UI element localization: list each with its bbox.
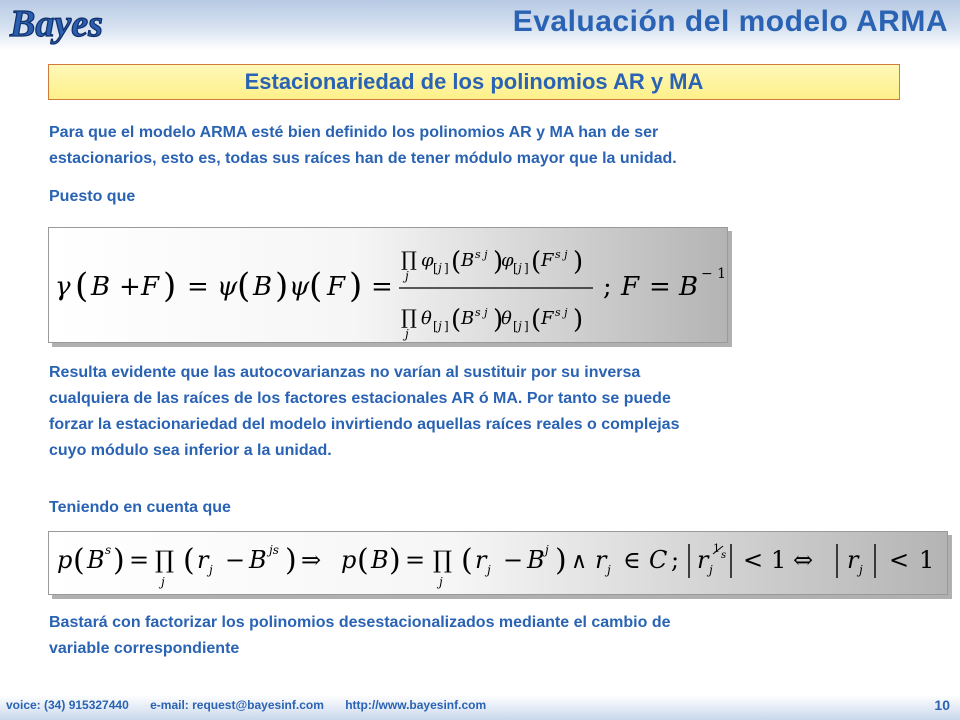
svg-text:− 1: − 1: [701, 266, 727, 282]
svg-text:(: (: [309, 266, 323, 306]
svg-text:1: 1: [919, 546, 935, 574]
svg-text:j: j: [709, 563, 713, 577]
explanation-line-3: forzar la estacionariedad del modelo invirtiendo aquellas raíces reales o complejas: [49, 416, 680, 433]
svg-text:r: r: [197, 546, 209, 574]
svg-text:=: =: [371, 272, 393, 302]
autocovariance-formula: [49, 228, 729, 344]
svg-text:+: +: [119, 272, 141, 302]
svg-text:=: =: [649, 272, 671, 302]
svg-text:s: s: [105, 543, 112, 557]
section-banner: [48, 64, 900, 100]
svg-text:∧: ∧: [571, 549, 588, 574]
teniendo-text: Teniendo en cuenta que: [49, 499, 231, 516]
svg-text:=: =: [405, 546, 426, 574]
svg-text:C: C: [649, 546, 668, 574]
svg-text:p: p: [57, 546, 73, 574]
svg-text:∏: ∏: [433, 546, 453, 574]
svg-text:F: F: [541, 250, 554, 271]
svg-text:θ: θ: [501, 308, 512, 329]
explanation-line-2: cualquiera de las raíces de los factores estacionales AR ó MA. Por tanto se puede: [49, 390, 671, 407]
svg-text:j: j: [518, 319, 522, 333]
svg-text:⇒: ⇒: [301, 546, 322, 574]
svg-text:B: B: [249, 546, 267, 574]
svg-text:): ): [349, 266, 363, 306]
svg-text:F: F: [327, 272, 346, 302]
svg-text:]: ]: [524, 319, 529, 333]
svg-text:j: j: [545, 543, 549, 557]
svg-text:1: 1: [713, 542, 720, 555]
svg-text:θ: θ: [421, 308, 432, 329]
puesto-que-text: Puesto que: [49, 188, 136, 205]
conclusion-line-2: variable correspondiente: [49, 640, 240, 657]
svg-text:ψ: ψ: [289, 272, 310, 302]
svg-text:(: (: [461, 543, 473, 578]
svg-text:p: p: [341, 546, 357, 574]
svg-text:(: (: [237, 266, 251, 306]
svg-text:B: B: [87, 546, 105, 574]
svg-text:): ): [573, 305, 584, 335]
header-band: [0, 0, 960, 50]
svg-text:j: j: [161, 575, 165, 589]
svg-text:φ: φ: [501, 250, 514, 271]
svg-text:−: −: [503, 546, 524, 574]
svg-text:(: (: [73, 543, 85, 578]
svg-text:j: j: [518, 261, 522, 275]
svg-text:): ): [113, 543, 125, 578]
svg-text:B: B: [253, 272, 273, 302]
svg-text:s j: s j: [475, 248, 488, 261]
svg-text:[: [: [433, 319, 438, 333]
svg-text:s: s: [721, 550, 727, 561]
svg-text:φ: φ: [421, 250, 434, 271]
svg-text:B: B: [91, 272, 111, 302]
page-number: 10: [934, 697, 950, 713]
svg-text:r: r: [697, 546, 709, 574]
factorization-formula: [49, 532, 949, 596]
svg-text:[: [: [513, 319, 518, 333]
svg-text:j: j: [487, 563, 491, 577]
svg-text:s j: s j: [555, 306, 568, 319]
svg-text:∏: ∏: [155, 546, 175, 574]
explanation-paragraph: [49, 360, 679, 464]
svg-text:]: ]: [524, 261, 529, 275]
formula-box-autocovariance: [48, 227, 728, 343]
footer-band: [0, 695, 960, 720]
svg-text:j: j: [859, 563, 863, 577]
svg-text:;: ;: [603, 272, 612, 302]
intro-line-1: Para que el modelo ARMA esté bien definido los polinomios AR y MA han de ser: [49, 124, 659, 141]
svg-text:<: <: [743, 546, 764, 574]
svg-text:j: j: [438, 319, 442, 333]
footer-voice: voice: (34) 915327440: [6, 698, 129, 712]
intro-paragraph: [49, 120, 677, 172]
svg-text:): ): [555, 543, 567, 578]
svg-text:γ: γ: [55, 272, 71, 302]
footer-contact: [6, 698, 504, 712]
svg-text:∏: ∏: [401, 305, 417, 329]
svg-text:B: B: [371, 546, 389, 574]
svg-text:): ): [493, 247, 504, 277]
svg-text:(: (: [183, 543, 195, 578]
footer-web-link[interactable]: http://www.bayesinf.com: [345, 698, 487, 712]
logo-text: Bayes: [10, 3, 103, 45]
svg-text:(: (: [531, 247, 542, 277]
svg-text:(: (: [531, 305, 542, 335]
svg-text:F: F: [141, 272, 160, 302]
svg-text:js: js: [269, 543, 279, 557]
svg-text:j: j: [607, 563, 611, 577]
svg-text:(: (: [451, 247, 462, 277]
svg-text:∏: ∏: [401, 247, 417, 271]
svg-text:]: ]: [444, 319, 449, 333]
svg-text:): ): [163, 266, 177, 306]
svg-text:): ): [285, 543, 297, 578]
svg-text:j: j: [405, 269, 409, 283]
svg-text:(: (: [75, 266, 89, 306]
footer-email-link[interactable]: e-mail: request@bayesinf.com: [150, 698, 324, 712]
svg-text:B: B: [461, 308, 475, 329]
section-title: Estacionariedad de los polinomios AR y MA: [244, 69, 704, 94]
svg-text:∈: ∈: [623, 546, 641, 574]
svg-text:): ): [493, 305, 504, 335]
svg-text:B: B: [461, 250, 475, 271]
svg-text:j: j: [209, 563, 213, 577]
svg-text:<: <: [889, 546, 910, 574]
explanation-line-4: cuyo módulo sea inferior a la unidad.: [49, 442, 332, 459]
svg-text:F: F: [621, 272, 640, 302]
svg-text:=: =: [187, 272, 209, 302]
svg-text:F: F: [541, 308, 554, 329]
svg-text:): ): [275, 266, 289, 306]
slide-title: Evaluación del modelo ARMA: [512, 5, 948, 38]
svg-text:⇔: ⇔: [793, 546, 814, 574]
svg-text:j: j: [438, 261, 442, 275]
svg-text:;: ;: [671, 546, 680, 574]
svg-text:r: r: [475, 546, 487, 574]
svg-text:): ): [573, 247, 584, 277]
svg-text:B: B: [679, 272, 699, 302]
svg-text:(: (: [357, 543, 369, 578]
svg-text:(: (: [451, 305, 462, 335]
svg-text:1: 1: [771, 546, 787, 574]
svg-text:]: ]: [444, 261, 449, 275]
conclusion-paragraph: [49, 610, 671, 662]
svg-text:B: B: [527, 546, 545, 574]
formula-box-factorization: [48, 531, 948, 595]
svg-text:): ): [389, 543, 401, 578]
svg-text:j: j: [405, 327, 409, 341]
svg-text:[: [: [513, 261, 518, 275]
svg-text:r: r: [595, 546, 607, 574]
svg-text:s j: s j: [475, 306, 488, 319]
conclusion-line-1: Bastará con factorizar los polinomios desestacionalizados mediante el cambio de: [49, 614, 671, 631]
svg-text:s j: s j: [555, 248, 568, 261]
svg-text:−: −: [225, 546, 246, 574]
intro-line-2: estacionarios, esto es, todas sus raíces han de tener módulo mayor que la unidad.: [49, 150, 677, 167]
svg-text:ψ: ψ: [217, 272, 238, 302]
bayes-logo: [8, 2, 156, 46]
svg-text:[: [: [433, 261, 438, 275]
svg-text:=: =: [129, 546, 150, 574]
svg-text:j: j: [439, 575, 443, 589]
svg-text:r: r: [847, 546, 859, 574]
explanation-line-1: Resulta evidente que las autocovarianzas no varían al sustituir por su inversa: [49, 364, 641, 381]
